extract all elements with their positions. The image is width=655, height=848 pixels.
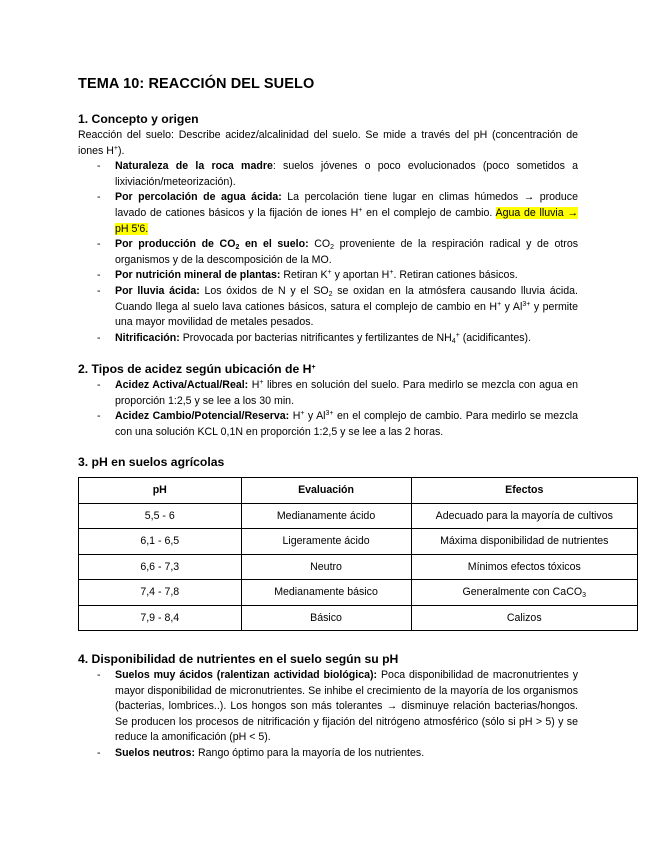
- list-item: - Suelos neutros: Rango óptimo para la mayoría de los nutrientes.: [78, 746, 578, 762]
- section-heading: 2. Tipos de acidez según ubicación de H+: [78, 362, 316, 376]
- cell-ph: 6,1 - 6,5: [79, 529, 242, 555]
- list-item: - Suelos muy ácidos (ralentizan actividad biológica): Poca disponibilidad de macronutrientes y mayor disponibilidad de micronutrientes. Se inhibe el crecimiento de la mayoría de los organismos (bacterias, lombrices..). Los hongos son más tolerantes → disminuye relación bacterias/hongos. Se producen los procesos de nitrificación y fijación del nitrógeno atmosférico (sólo si pH > 5) y se reduce la amonificación (pH < 5).: [78, 668, 578, 746]
- cell-effect: Mínimos efectos tóxicos: [411, 554, 637, 580]
- cell-ph: 7,4 - 7,8: [79, 580, 242, 606]
- section-tipos-acidez: [78, 361, 578, 440]
- table-header-row: [79, 478, 638, 504]
- cell-ph: 6,6 - 7,3: [79, 554, 242, 580]
- table-row: [79, 580, 638, 606]
- cell-evaluation: Básico: [241, 605, 411, 631]
- section-concepto: [78, 111, 578, 346]
- column-header: pH: [79, 478, 242, 504]
- ph-table: [78, 477, 638, 631]
- table-row: [79, 529, 638, 555]
- cell-effect: Generalmente con CaCO$_3$: [411, 580, 637, 606]
- list-item: - Acidez Activa/Actual/Real: H+ libres en solución del suelo. Para medirlo se mezcla con agua en proporción 1:2,5 y se lee a los 30 min.: [78, 378, 578, 409]
- cell-evaluation: Medianamente ácido: [241, 503, 411, 529]
- bullet-list: [78, 159, 578, 346]
- highlighted-text: Agua de lluvia → pH 5'6.: [115, 206, 578, 235]
- table-row: [79, 554, 638, 580]
- section-heading: 3. pH en suelos agrícolas: [78, 455, 225, 469]
- section-disponibilidad: [78, 651, 578, 762]
- cell-ph: 5,5 - 6: [79, 503, 242, 529]
- cell-evaluation: Ligeramente ácido: [241, 529, 411, 555]
- table-row: [79, 503, 638, 529]
- bullet-list: [78, 378, 578, 440]
- bullet-list: [78, 668, 578, 762]
- cell-effect: Máxima disponibilidad de nutrientes: [411, 529, 637, 555]
- list-item: - Naturaleza de la roca madre: suelos jóvenes o poco evolucionados (poco sometidos a lixiviación/meteorización).: [78, 159, 578, 190]
- page-title: TEMA 10: REACCIÓN DEL SUELO: [78, 76, 315, 92]
- column-header: Evaluación: [241, 478, 411, 504]
- cell-effect: Adecuado para la mayoría de cultivos: [411, 503, 637, 529]
- list-item: - Por percolación de agua ácida: La percolación tiene lugar en climas húmedos → produce lavado de cationes básicos y la fijación de iones H+ en el complejo de cambio. Agua de lluvia → pH 5'6.: [78, 190, 578, 237]
- list-item: - Acidez Cambio/Potencial/Reserva: H+ y $Al^{3+}$ en el complejo de cambio. Para medirlo se mezcla con una solución KCL 0,1N en proporción 1:2,5 y se lee a las 2 horas.: [78, 409, 578, 440]
- cell-evaluation: Medianamente básico: [241, 580, 411, 606]
- list-item: - Por nutrición mineral de plantas: Retiran K+ y aportan H+. Retiran cationes básicos.: [78, 268, 578, 284]
- column-header: Efectos: [411, 478, 637, 504]
- cell-ph: 7,9 - 8,4: [79, 605, 242, 631]
- cell-effect: Calizos: [411, 605, 637, 631]
- paragraph-intro: Reacción del suelo: Describe acidez/alcalinidad del suelo. Se mide a través del pH (concentración de iones H+).: [78, 129, 578, 157]
- table-row: [79, 605, 638, 631]
- cell-evaluation: Neutro: [241, 554, 411, 580]
- list-item: - Nitrificación: Provocada por bacterias nitrificantes y fertilizantes de $NH_4^+$ (acidificantes).: [78, 331, 578, 347]
- list-item: - Por producción de $CO_2$ en el suelo: $CO_2$ proveniente de la respiración radical y de otros organismos y de la descomposición de la MO.: [78, 237, 578, 268]
- list-item: - Por lluvia ácida: Los óxidos de N y el $SO_2$ se oxidan en la atmósfera causando lluvia ácida. Cuando llega al suelo lava cationes básicos, satura el complejo de cambio en H+ y $Al^{3+}$ y permite una mayor movilidad de metales pesados.: [78, 284, 578, 331]
- section-ph-suelos: [78, 454, 578, 471]
- section-heading: 1. Concepto y origen: [78, 112, 199, 126]
- section-heading: 4. Disponibilidad de nutrientes en el suelo según su pH: [78, 652, 399, 666]
